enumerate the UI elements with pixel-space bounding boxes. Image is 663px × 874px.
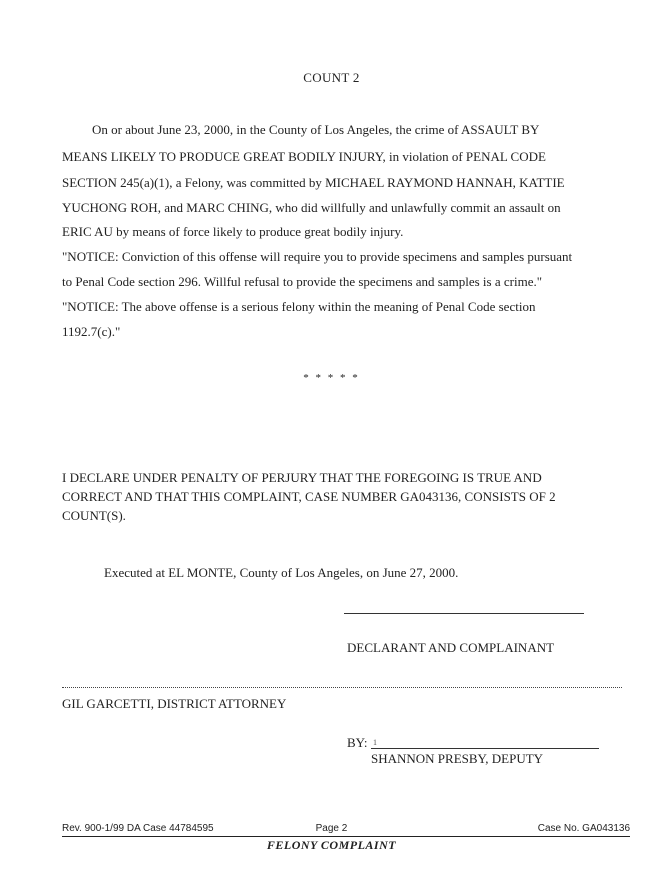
- notice-line-3: "NOTICE: The above offense is a serious felony within the meaning of Penal Code section: [62, 299, 536, 314]
- footer-case-number: Case No. GA043136: [537, 823, 630, 834]
- deputy-name: SHANNON PRESBY, DEPUTY: [371, 751, 544, 766]
- executed-statement: Executed at EL MONTE, County of Los Angeles, on June 27, 2000.: [104, 565, 459, 580]
- declaration-line-2: CORRECT AND THAT THIS COMPLAINT, CASE NUMBER GA043136, CONSISTS OF 2: [62, 489, 556, 504]
- charge-line-4: YUCHONG ROH, and MARC CHING, who did willfully and unlawfully commit an assault on: [62, 200, 561, 215]
- declarant-label: DECLARANT AND COMPLAINANT: [347, 640, 555, 655]
- charge-line-3: SECTION 245(a)(1), a Felony, was committed by MICHAEL RAYMOND HANNAH, KATTIE: [62, 175, 565, 190]
- declaration-line-1: I DECLARE UNDER PENALTY OF PERJURY THAT THE FOREGOING IS TRUE AND: [62, 470, 542, 485]
- charge-line-2: MEANS LIKELY TO PRODUCE GREAT BODILY INJURY, in violation of PENAL CODE: [62, 149, 546, 164]
- notice-line-4: 1192.7(c).": [62, 324, 121, 339]
- footer-revision: Rev. 900-1/99 DA Case 44784595: [62, 823, 214, 834]
- by-label: BY:: [347, 735, 368, 750]
- district-attorney-name: GIL GARCETTI, DISTRICT ATTORNEY: [62, 696, 287, 711]
- signature-mark: 1: [373, 738, 377, 747]
- footer-page-number: Page 2: [315, 823, 348, 834]
- declarant-signature-line: [344, 613, 584, 614]
- charge-line-5: ERIC AU by means of force likely to produce great bodily injury.: [62, 224, 404, 239]
- deputy-signature-line: [371, 748, 599, 749]
- notice-line-1: "NOTICE: Conviction of this offense will require you to provide specimens and samples pursuant: [62, 249, 573, 264]
- count-title: COUNT 2: [303, 70, 360, 85]
- notice-line-2: to Penal Code section 296. Willful refusal to provide the specimens and samples is a crime.": [62, 274, 543, 289]
- charge-line-1: On or about June 23, 2000, in the County of Los Angeles, the crime of ASSAULT BY: [92, 122, 540, 137]
- dotted-divider: [62, 687, 622, 688]
- section-separator: * * * * *: [303, 372, 360, 384]
- footer-document-title: FELONY COMPLAINT: [266, 838, 397, 852]
- declaration-line-3: COUNT(S).: [62, 508, 126, 523]
- footer-rule: [62, 836, 630, 837]
